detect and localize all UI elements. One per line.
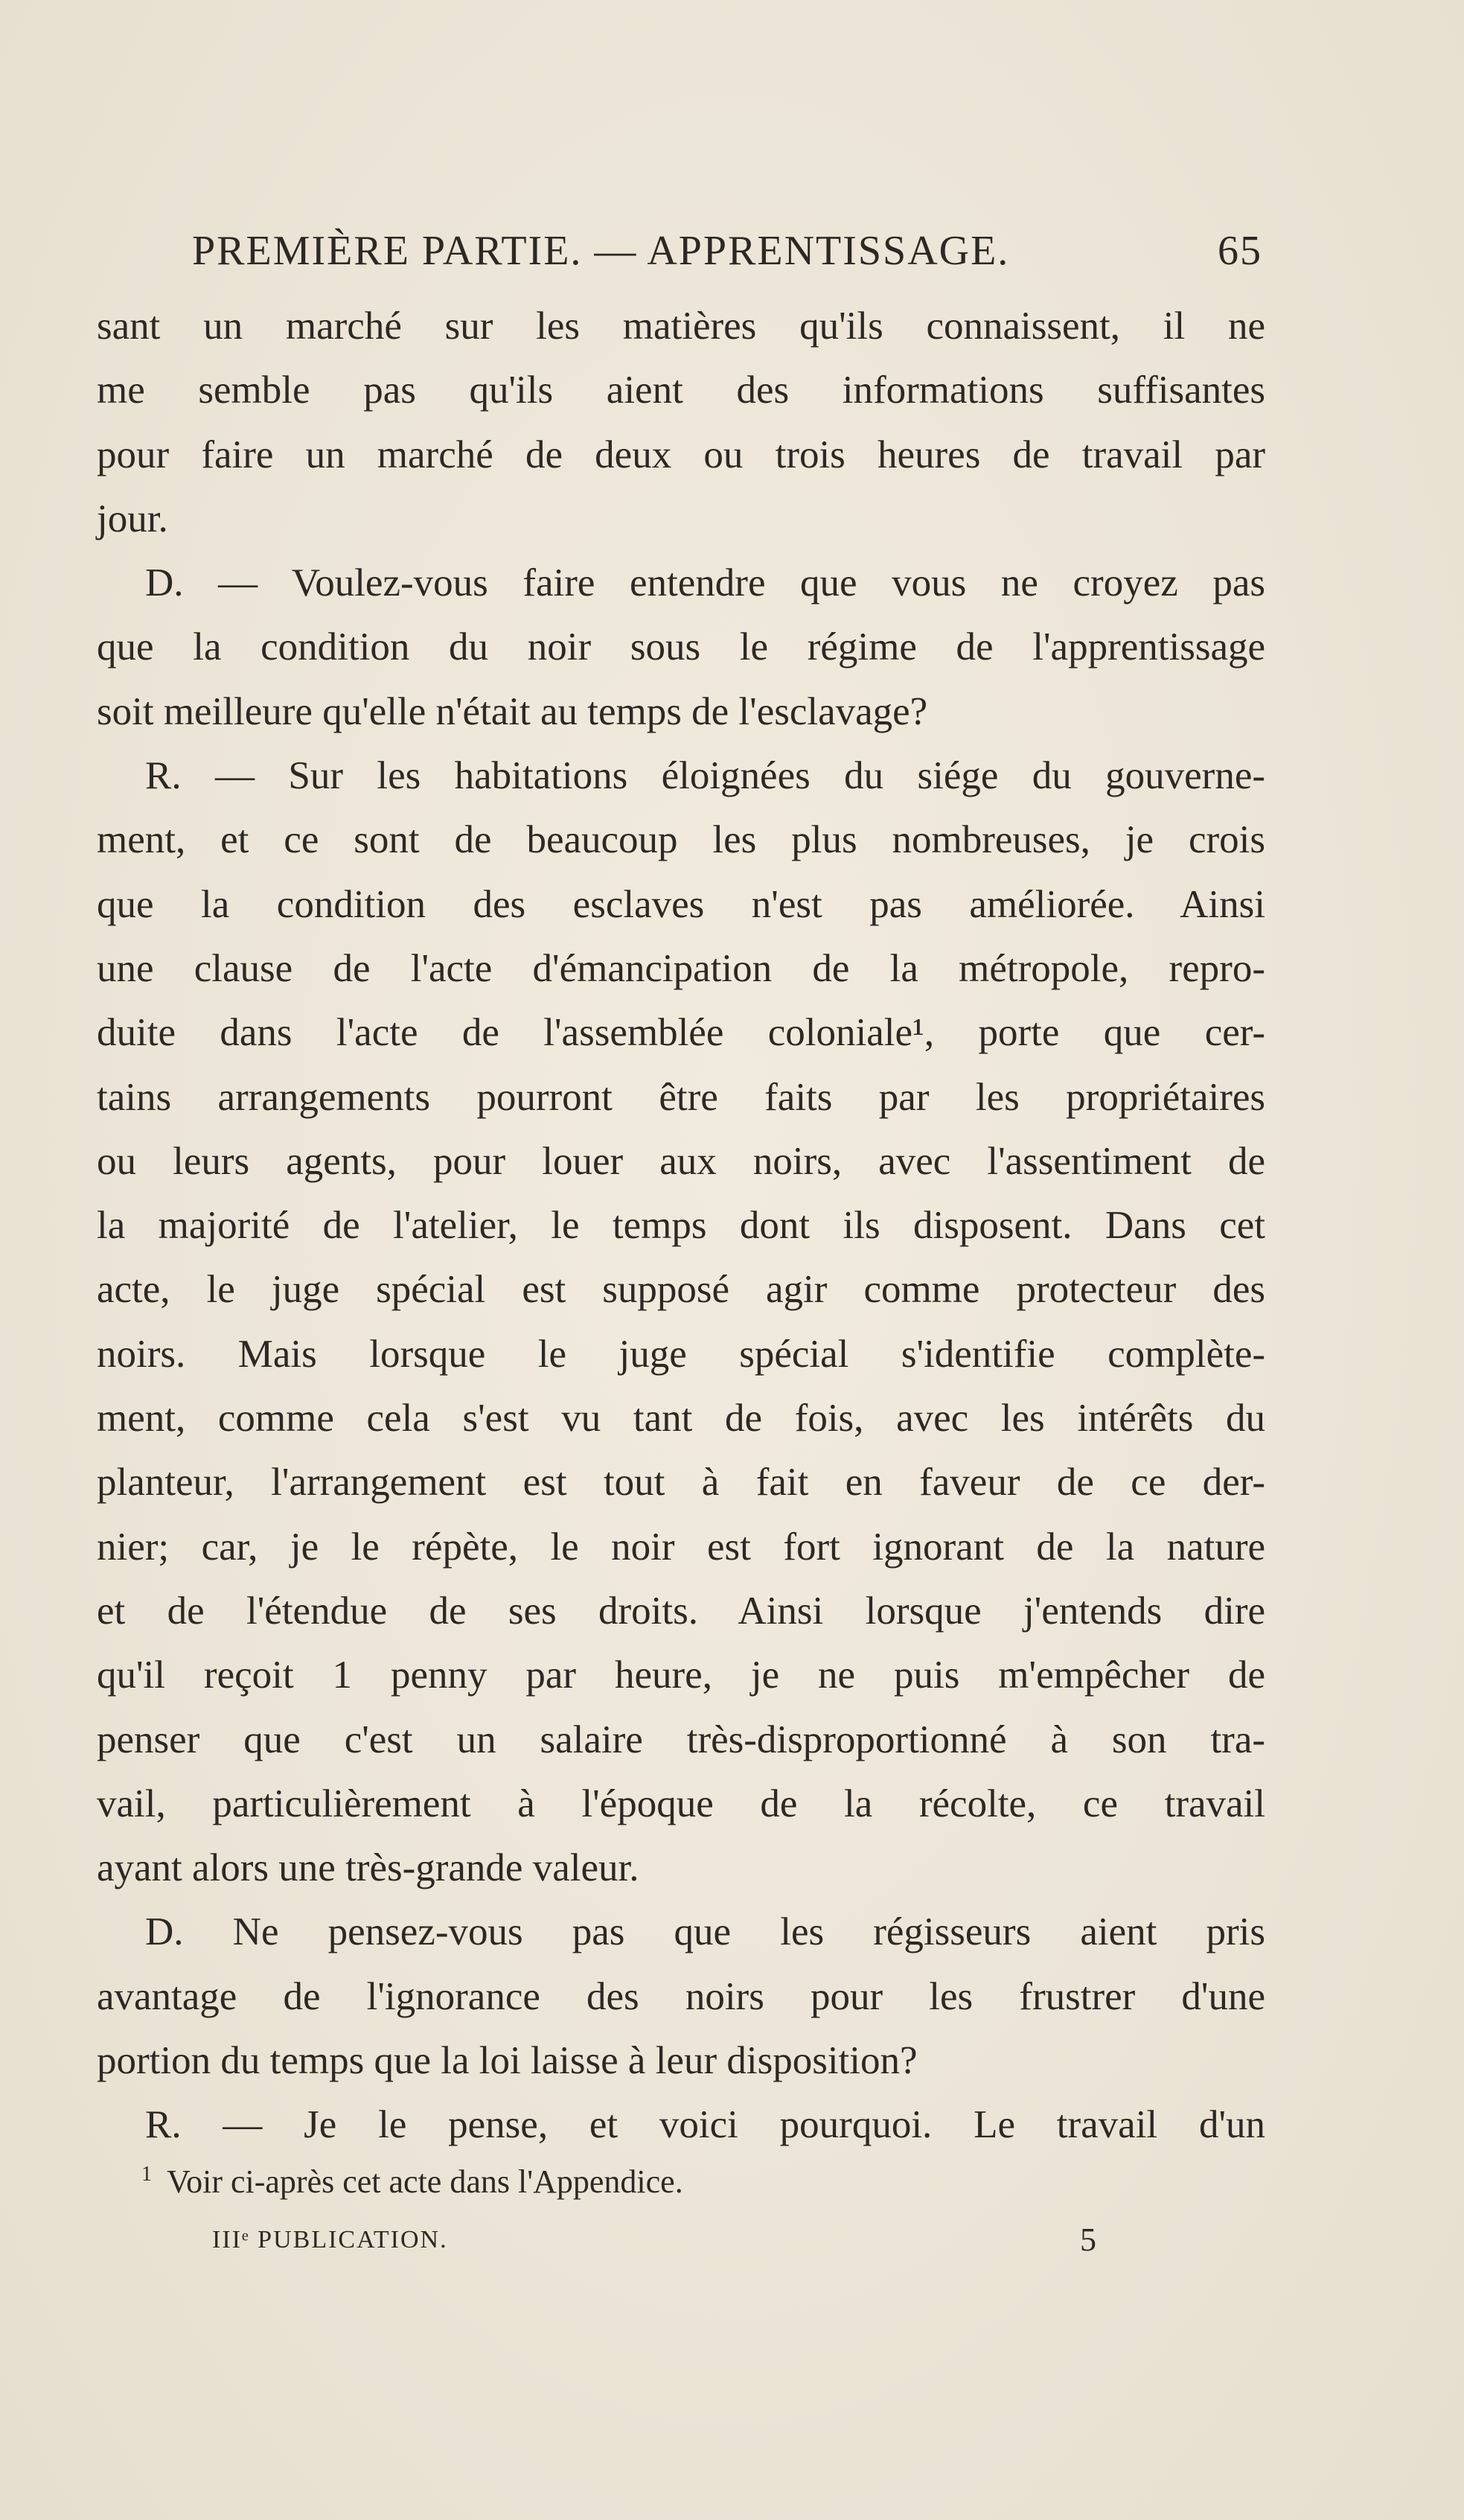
text-line: la majorité de l'atelier, le temps dont ils disposent. Dans cet [97,1204,1265,1248]
text-line: planteur, l'arrangement est tout à fait en faveur de ce der- [97,1461,1265,1505]
text-line: vail, particulièrement à l'époque de la récolte, ce travail [97,1781,1265,1825]
text-line: sant un marché sur les matières qu'ils connaissent, il ne [97,304,1265,348]
text-line: D. — Voulez-vous faire entendre que vous ne croyez pas [145,561,1265,605]
text-line: penser que c'est un salaire très-disproportionné à son tra- [97,1717,1265,1761]
running-header [192,227,1262,287]
text-line: jour. [97,497,168,540]
text-line: noirs. Mais lorsque le juge spécial s'identifie complète- [97,1332,1265,1376]
text-line: et de l'étendue de ses droits. Ainsi lorsque j'entends dire [97,1589,1265,1633]
body-text [97,294,1265,2157]
text-line: R. — Je le pense, et voici pourquoi. Le travail d'un [145,2103,1265,2147]
text-line: une clause de l'acte d'émancipation de la métropole, repro- [97,946,1265,990]
footnote-text: Voir ci-après cet acte dans l'Appendice. [167,2163,683,2200]
text-line: portion du temps que la loi laisse à leur disposition? [97,2039,918,2083]
text-line: qu'il reçoit 1 penny par heure, je ne puis m'empêcher de [97,1653,1265,1697]
text-line: avantage de l'ignorance des noirs pour les frustrer d'une [97,1974,1265,2018]
text-line: que la condition des esclaves n'est pas améliorée. Ainsi [97,882,1265,926]
text-line: duite dans l'acte de l'assemblée coloniale¹, porte que cer- [97,1011,1265,1055]
text-line: ou leurs agents, pour louer aux noirs, avec l'assentiment de [97,1139,1265,1183]
text-line: nier; car, je le répète, le noir est fort ignorant de la nature [97,1525,1265,1569]
text-line: ment, comme cela s'est vu tant de fois, avec les intérêts du [97,1397,1265,1441]
footnote [141,2163,1183,2201]
text-line: pour faire un marché de deux ou trois heures de travail par [97,433,1265,476]
text-line: ment, et ce sont de beaucoup les plus nombreuses, je crois [97,818,1265,862]
text-line: D. Ne pensez-vous pas que les régisseurs aient pris [145,1910,1265,1954]
text-line: me semble pas qu'ils aient des informations suffisantes [97,369,1265,412]
text-line: soit meilleure qu'elle n'était au temps de l'esclavage? [97,689,928,733]
footnote-marker: 1 [141,2163,152,2186]
page-number: 65 [1218,228,1262,274]
printer-signature-label: IIIᵉ PUBLICATION. [212,2226,448,2253]
running-title: PREMIÈRE PARTIE. — APPRENTISSAGE. [192,228,1010,274]
printer-signature-number: 5 [1080,2221,1096,2258]
text-line: ayant alors une très-grande valeur. [97,1846,639,1890]
text-line: que la condition du noir sous le régime de l'apprentissage [97,625,1265,669]
text-line: R. — Sur les habitations éloignées du siége du gouverne- [145,754,1265,798]
text-line: tains arrangements pourront être faits par les propriétaires [97,1075,1265,1119]
text-line: acte, le juge spécial est supposé agir comme protecteur des [97,1268,1265,1312]
